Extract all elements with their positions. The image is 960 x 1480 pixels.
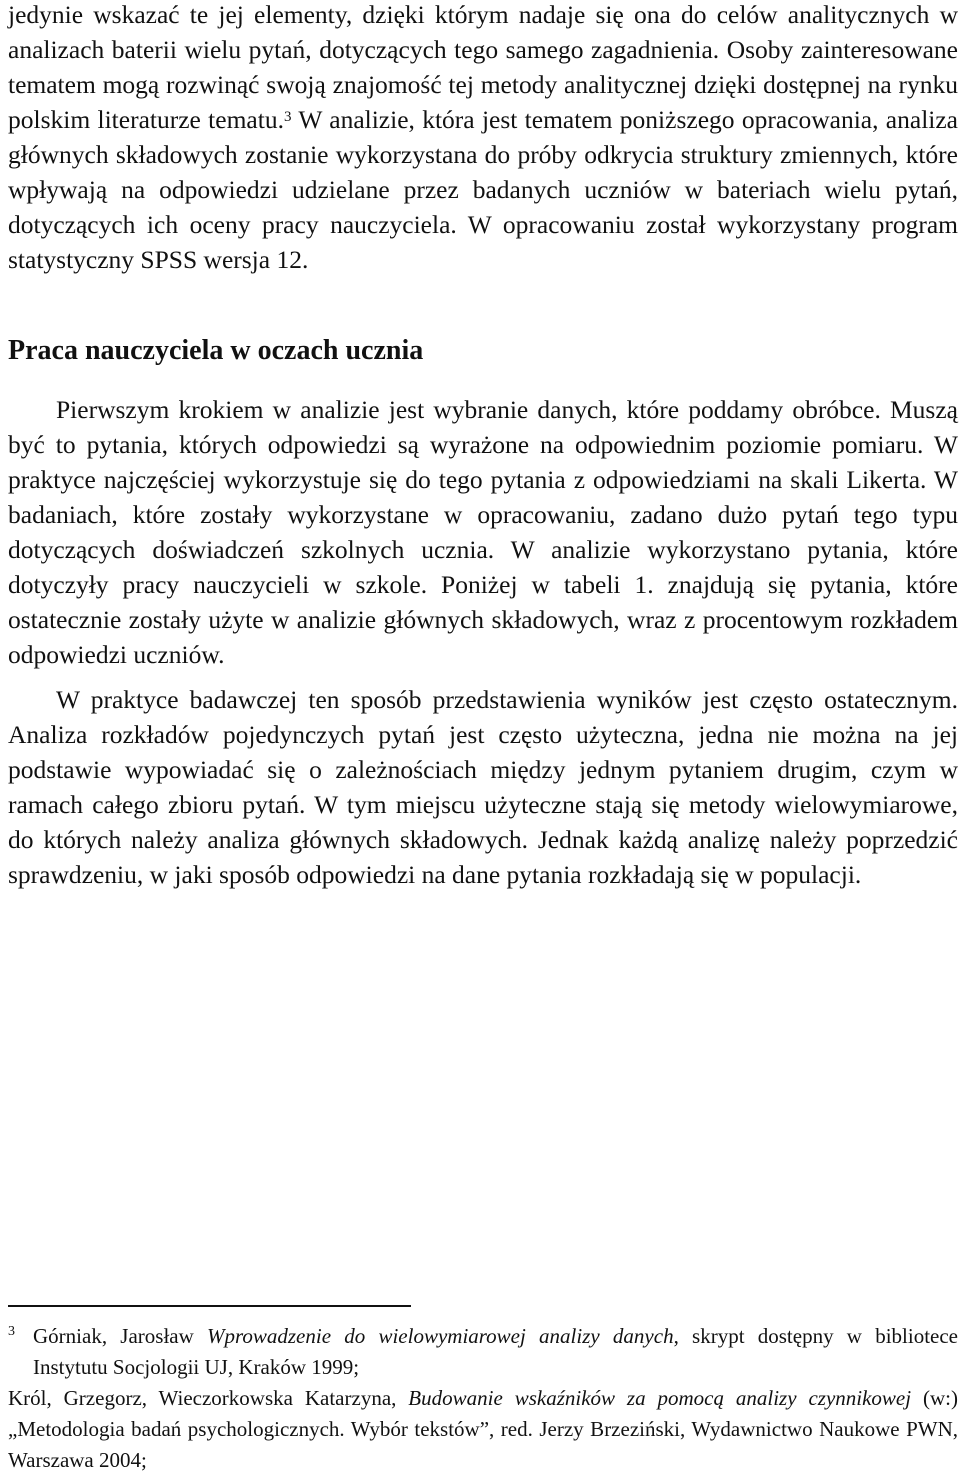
footnote-krol-title: Budowanie wskaźników za pomocą analizy czynnikowej xyxy=(408,1386,912,1410)
paragraph-intro xyxy=(8,0,958,277)
document-body xyxy=(8,0,958,892)
footnote-krol-details: (w:) „Metodologia badań psychologicznych. Wybór tekstów”, red. Jerzy Brzeziński, Wydawnictwo Naukowe PWN, Warszawa 2004; xyxy=(8,1386,958,1472)
paragraph-intro-text: jedynie wskazać te jej elementy, dzięki którym nadaje się ona do celów analitycznych w analizach baterii wielu pytań, dotyczących tego samego zagadnienia. Osoby zainteresowane tematem mogą rozwinąć swoją znajomość tej metody analitycznej dzięki dostępnej na rynku polskim literaturze tematu. xyxy=(8,0,958,134)
section-heading: Praca nauczyciela w oczach ucznia xyxy=(8,335,424,366)
footnote-gorniak-details: , skrypt dostępny w bibliotece Instytutu Socjologii UJ, Kraków 1999; xyxy=(33,1324,958,1379)
footnote-krol-authors: Król, Grzegorz, Wieczorkowska Katarzyna, xyxy=(8,1386,409,1410)
footnote-gorniak-author: Górniak, Jarosław xyxy=(33,1324,207,1348)
footnote-reference[interactable]: 3 xyxy=(283,108,292,125)
paragraph-intro-continuation: W analizie, która jest tematem poniższego opracowania, analiza głównych składowych zostanie wykorzystana do próby odkrycia struktury zmiennych, które wpływają na odpowiedzi udzielane przez badanych uczniów w bateriach wielu pytań, dotyczących ich oceny pracy nauczyciela. W opracowaniu został wykorzystany program statystyczny SPSS wersja 12. xyxy=(8,105,958,274)
footnote-separator xyxy=(8,1305,411,1307)
paragraph-multivariate-methods: W praktyce badawczej ten sposób przedstawienia wyników jest często ostatecznym. Analiza rozkładów pojedynczych pytań jest często użyteczna, jedna nie można na jej podstawie wypowiadać się o zależnościach między jednym pytaniem drugim, czym w ramach całego zbioru pytań. W tym miejscu użyteczne stają się metody wielowymiarowe, do których należy analiza głównych składowych. Jednak każdą analizę należy poprzedzić sprawdzeniu, w jaki sposób odpowiedzi na dane pytania rozkładają się w populacji. xyxy=(8,685,958,889)
footnotes-section xyxy=(8,1305,958,1476)
footnote-gorniak: 3 Górniak, Jarosław Wprowadzenie do wielowymiarowej analizy danych, skrypt dostępny w bibliotece Instytutu Socjologii UJ, Kraków 1999; xyxy=(8,1324,958,1379)
paragraph-data-selection: Pierwszym krokiem w analizie jest wybranie danych, które poddamy obróbce. Muszą być to pytania, których odpowiedzi są wyrażone na odpowiednim poziomie pomiaru. W praktyce najczęściej wykorzystuje się do tego pytania z odpowiedziami na skali Likerta. W badaniach, które zostały wykorzystane w opracowaniu, zadano dużo pytań tego typu dotyczących doświadczeń szkolnych ucznia. W analizie wykorzystano pytania, które dotyczyły pracy nauczycieli w szkole. Poniżej w tabeli 1. znajdują się pytania, które ostatecznie zostały użyte w analizie głównych składowych, wraz z procentowym rozkładem odpowiedzi uczniów. xyxy=(8,395,958,669)
footnote-krol xyxy=(8,1383,958,1476)
footnote-gorniak-title: Wprowadzenie do wielowymiarowej analizy danych xyxy=(206,1324,674,1348)
